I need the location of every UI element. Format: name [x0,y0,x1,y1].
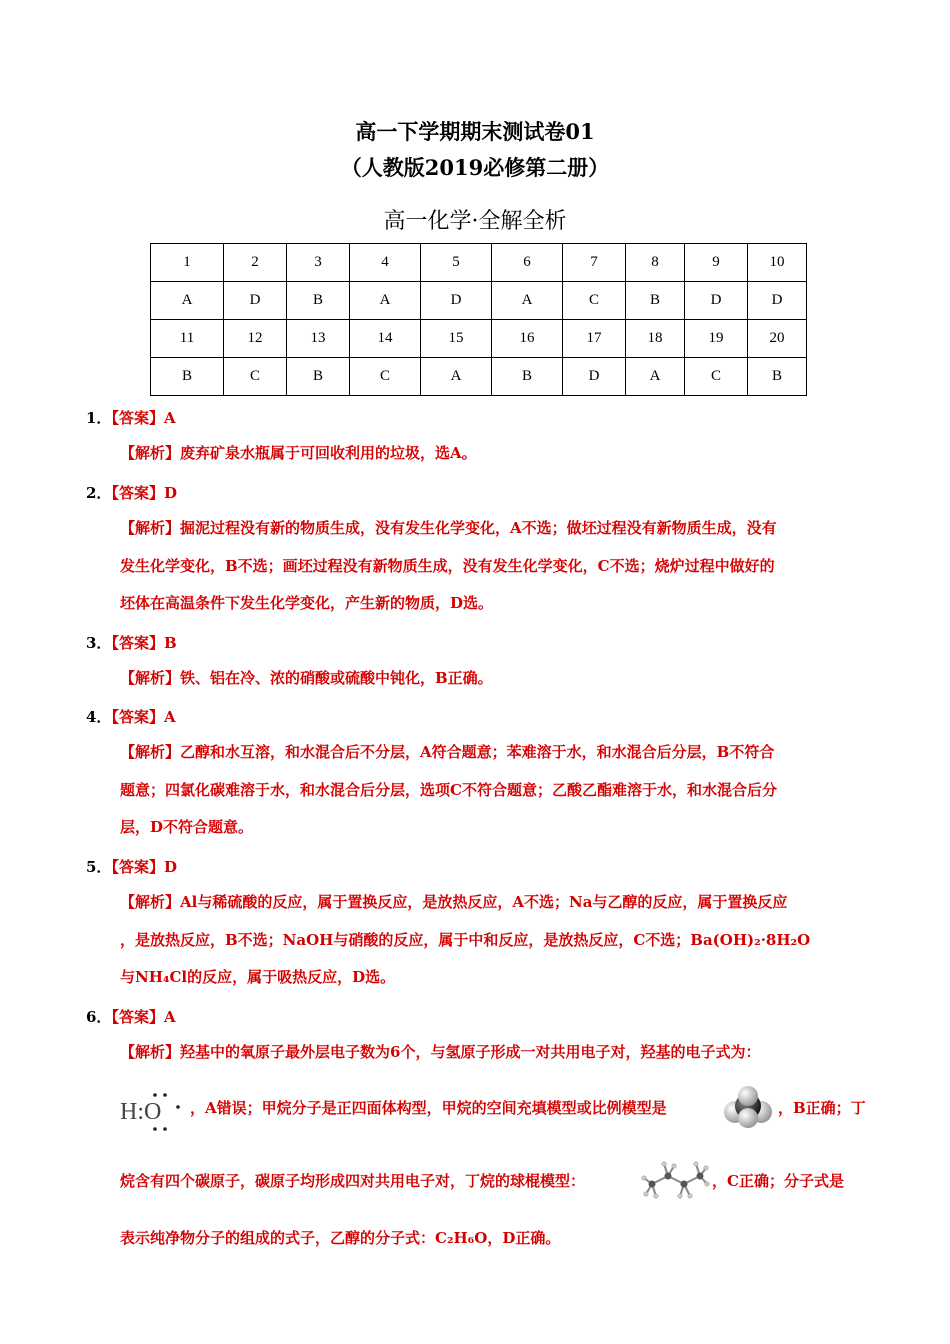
question-3: 3．【答案】B [86,634,177,652]
explanation-6-line-3a: 烷含有四个碳原子，碳原子均形成四对共用电子对，丁烷的球棍模型： [120,1172,586,1190]
answer-table-cell: 16 [492,320,563,358]
answer-table-cell: 14 [350,320,421,358]
answer-label: 【答案】A [111,409,176,427]
answer-table-cell: B [748,358,807,396]
butane-model-icon [640,1158,710,1204]
question-2: 2．【答案】D [86,484,177,502]
answer-table-cell: B [287,358,350,396]
answer-table-cell: C [350,358,421,396]
answer-table-cell: 15 [421,320,492,358]
explanation-6-line-1: 【解析】羟基中的氧原子最外层电子数为6个，与氢原子形成一对共用电子对，羟基的电子式为： [120,1043,761,1061]
answer-table-cell: 19 [685,320,748,358]
document-subtitle: 高一化学·全解全析 [383,209,567,234]
question-1: 1．【答案】A [86,409,176,427]
answer-label: 【答案】A [111,708,176,726]
answer-table-cell: D [224,282,287,320]
answer-table-cell: 13 [287,320,350,358]
answer-table-cell: 10 [748,244,807,282]
answer-table-cell: C [685,358,748,396]
document-edition: （人教版2019必修第二册） [340,155,610,180]
answer-table-cell: B [287,282,350,320]
explanation-4: 【解析】乙醇和水互溶，和水混合后不分层，A符合题意；苯难溶于水，和水混合后分层，B不符合 题意；四氯化碳难溶于水，和水混合后分层，选项C不符合题意；乙酸乙酯难溶于水，和水混合后分 层，D不符合题意。 [120,743,777,836]
answer-table-cell: 18 [626,320,685,358]
answer-table-cell: 4 [350,244,421,282]
methane-model-icon [722,1084,774,1130]
document-title: 高一下学期期末测试卷01 [355,119,595,144]
explanation-1: 【解析】废弃矿泉水瓶属于可回收利用的垃圾，选A。 [120,444,477,462]
answer-table-cell: B [151,358,224,396]
explanation-6-line-2b: ，B正确；丁 [778,1099,866,1117]
answer-label: 【答案】B [111,634,177,652]
answer-table-cell: 12 [224,320,287,358]
answer-table-cell: A [492,282,563,320]
answer-table-cell: A [350,282,421,320]
answer-table-cell: D [685,282,748,320]
answer-table [150,243,807,396]
explanation-2: 【解析】掘泥过程没有新的物质生成，没有发生化学变化，A不选；做坯过程没有新物质生成，没有 发生化学变化，B不选；画坯过程没有新物质生成，没有发生化学变化，C不选；烧炉过程中做好的 坯体在高温条件下发生化学变化，产生新的物质，D选。 [120,519,777,612]
answer-table-cell: 9 [685,244,748,282]
answer-label: 【答案】D [111,858,177,876]
butane-model [640,1158,710,1204]
hydroxyl-formula-text: H:O [120,1099,162,1125]
answer-table-row [151,358,807,396]
hydroxyl-electron-formula [118,1085,188,1135]
explanation-3: 【解析】铁、铝在冷、浓的硝酸或硫酸中钝化，B正确。 [120,669,493,687]
question-4: 4．【答案】A [86,708,176,726]
answer-table-cell: 2 [224,244,287,282]
answer-table-cell: 6 [492,244,563,282]
answer-table-cell: D [748,282,807,320]
question-5: 5．【答案】D [86,858,177,876]
answer-table-cell: 1 [151,244,224,282]
answer-table-cell: 8 [626,244,685,282]
answer-table-cell: 17 [563,320,626,358]
answer-label: 【答案】D [111,484,177,502]
question-6: 6．【答案】A [86,1008,176,1026]
answer-table-row [151,282,807,320]
explanation-6-line-4: 表示纯净物分子的组成的式子，乙醇的分子式：C₂H₆O，D正确。 [120,1229,561,1247]
answer-table-cell: A [626,358,685,396]
answer-table-cell: 11 [151,320,224,358]
answer-table-cell: D [563,358,626,396]
answer-table-row [151,244,807,282]
answer-label: 【答案】A [111,1008,176,1026]
explanation-5: 【解析】Al与稀硫酸的反应，属于置换反应，是放热反应，A不选；Na与乙醇的反应，属于置换反应 ，是放热反应，B不选；NaOH与硝酸的反应，属于中和反应，是放热反应，C不选；Ba(OH)₂·8H₂O 与NH₄Cl的反应，属于吸热反应，D选。 [120,893,811,986]
answer-table-cell: 7 [563,244,626,282]
methane-model [722,1084,774,1130]
answer-table-cell: C [224,358,287,396]
answer-table-cell: C [563,282,626,320]
answer-table-cell: B [492,358,563,396]
answer-table-cell: B [626,282,685,320]
answer-table-cell: A [151,282,224,320]
answer-table-cell: 20 [748,320,807,358]
answer-table-cell: D [421,282,492,320]
answer-table-cell: 3 [287,244,350,282]
explanation-6-line-2a: ，A错误；甲烷分子是正四面体构型，甲烷的空间充填模型或比例模型是 [190,1099,667,1117]
explanation-6-line-3b: ，C正确；分子式是 [712,1172,844,1190]
hydroxyl-electron-dot-icon [118,1085,188,1135]
answer-table-row [151,320,807,358]
answer-table-cell: 5 [421,244,492,282]
answer-table-cell: A [421,358,492,396]
